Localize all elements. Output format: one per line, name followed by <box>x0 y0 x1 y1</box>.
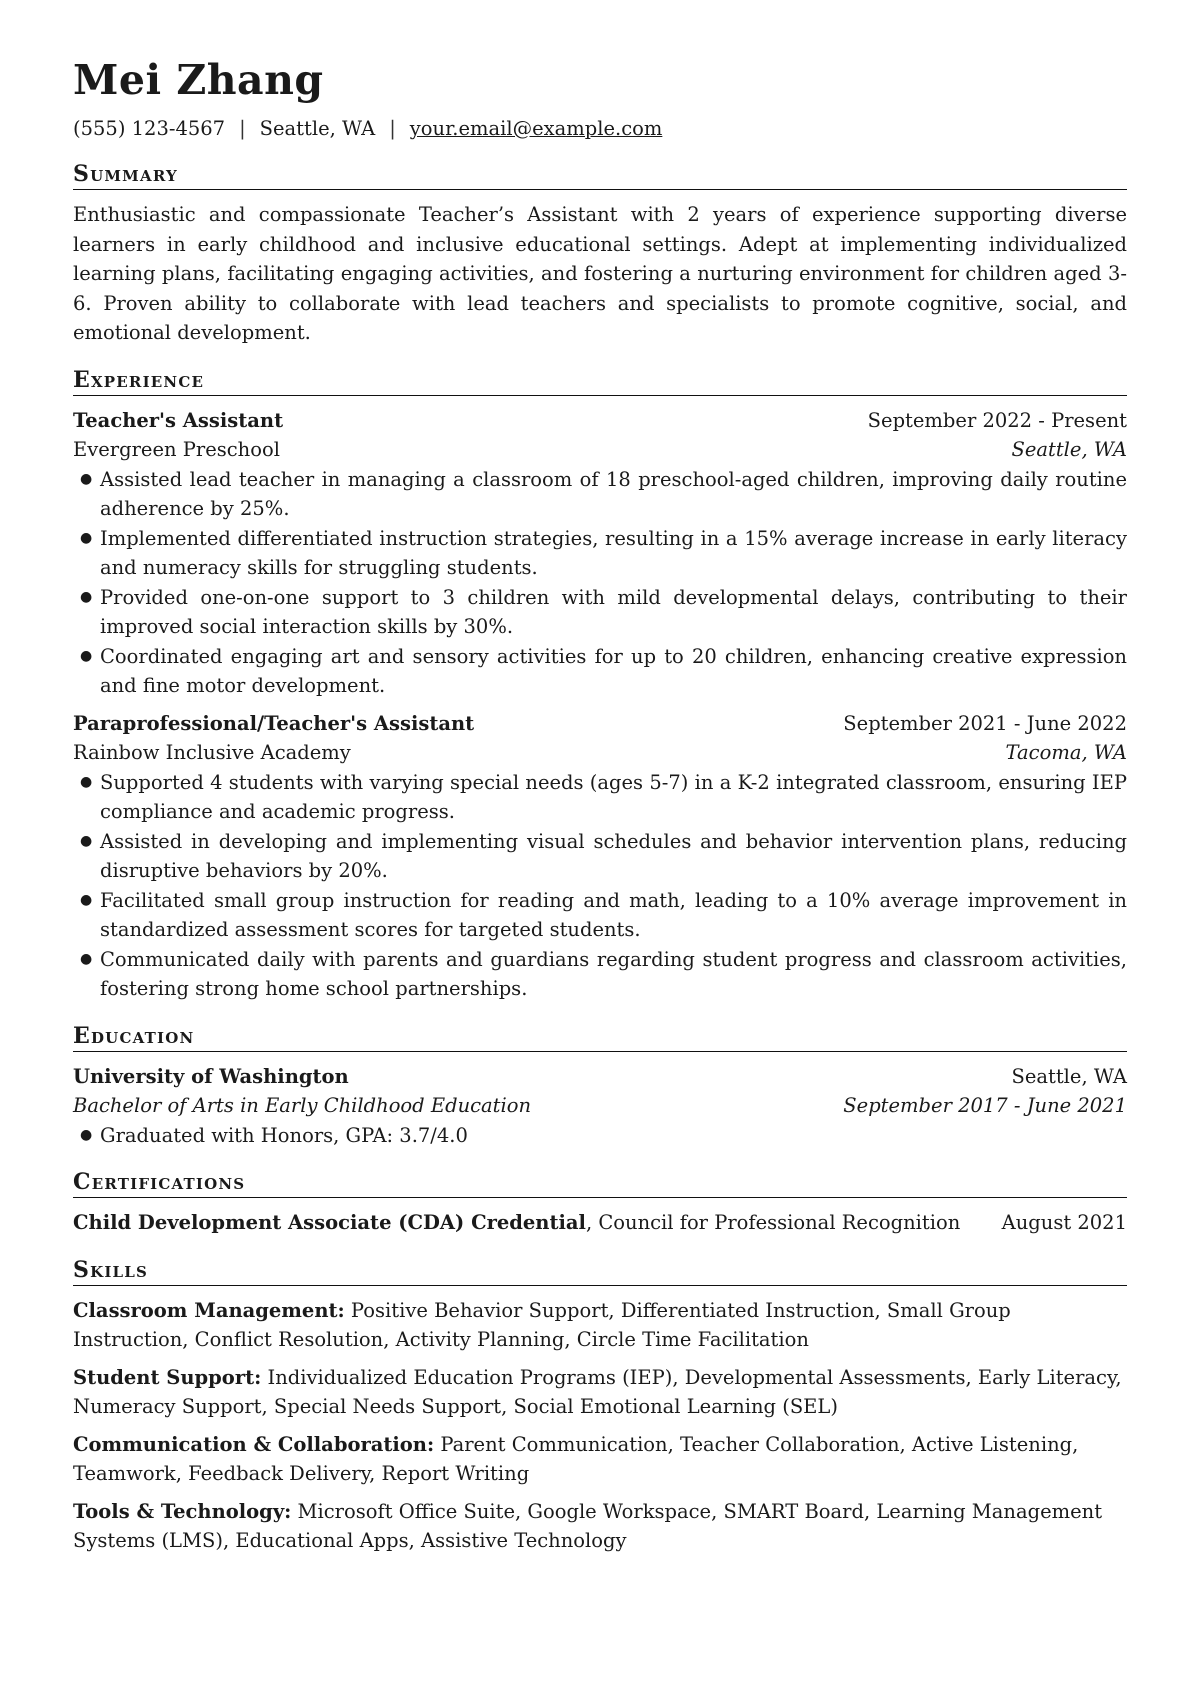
list-item: ● Assisted lead teacher in managing a classroom of 18 preschool-aged children, improving daily routine adherence by 25%. <box>73 465 1127 524</box>
contact-separator: | <box>239 117 246 140</box>
job-location: Seattle, WA <box>1011 438 1127 461</box>
list-item: ● Assisted in developing and implementing visual schedules and behavior intervention plans, reducing disruptive behaviors by 20%. <box>73 827 1127 886</box>
location: Seattle, WA <box>259 117 376 140</box>
contact-line <box>73 116 1127 142</box>
list-item: ● Implemented differentiated instruction strategies, resulting in a 15% average increase in early literacy and numeracy skills for struggling students. <box>73 524 1127 583</box>
bullet-icon: ● <box>80 470 93 487</box>
section-title-skills: Skills <box>73 1256 1127 1286</box>
certifications-section <box>73 1168 1127 1238</box>
candidate-name: Mei Zhang <box>73 56 324 104</box>
certification-date: August 2021 <box>1001 1211 1127 1234</box>
skill-group <box>73 1430 1127 1489</box>
skill-group-items: Individualized Education Programs (IEP), Developmental Assessments, Early Literacy, Numeracy Support, Special Needs Support, Social Emotional Learning (SEL) <box>73 1365 1122 1418</box>
list-item: ● Communicated daily with parents and guardians regarding student progress and classroom activities, fostering strong home school partnerships. <box>73 945 1127 1004</box>
skill-group-items: Microsoft Office Suite, Google Workspace, SMART Board, Learning Management Systems (LMS), Educational Apps, Assistive Technology <box>73 1499 1103 1552</box>
bullet-icon: ● <box>80 891 93 908</box>
summary-text: Enthusiastic and compassionate Teacher’s Assistant with 2 years of experience supporting diverse learners in early childhood and inclusive educational settings. Adept at implementing individualized learning plans, facilitating engaging activities, and fostering a nurturing environment for children aged 3-6. Proven ability to collaborate with lead teachers and specialists to promote cognitive, social, and emotional development. <box>73 203 1127 344</box>
job-bullets <box>73 768 1127 1004</box>
section-title-education: Education <box>73 1022 1127 1052</box>
school-name: University of Washington <box>73 1064 349 1088</box>
skill-group-label: Student Support: <box>73 1365 262 1389</box>
job-organization: Evergreen Preschool <box>73 438 280 461</box>
job-location: Tacoma, WA <box>1005 741 1127 764</box>
job-dates: September 2021 - June 2022 <box>843 711 1127 735</box>
resume-page <box>73 56 1127 1564</box>
skill-group-items: Positive Behavior Support, Differentiated Instruction, Small Group Instruction, Conflict Resolution, Activity Planning, Circle Time Facilitation <box>73 1298 1011 1351</box>
job-role: Paraprofessional/Teacher's Assistant <box>73 711 475 735</box>
bullet-icon: ● <box>80 950 93 967</box>
phone-number: (555) 123-4567 <box>73 117 226 140</box>
skills-section <box>73 1256 1127 1556</box>
skill-group-label: Tools & Technology: <box>73 1499 292 1523</box>
skill-group <box>73 1497 1127 1556</box>
skill-group <box>73 1363 1127 1422</box>
summary-section <box>73 160 1127 348</box>
list-item: ● Provided one-on-one support to 3 children with mild developmental delays, contributing to their improved social interaction skills by 30%. <box>73 583 1127 642</box>
bullet-icon: ● <box>80 588 93 605</box>
bullet-icon: ● <box>80 1126 93 1143</box>
job-organization: Rainbow Inclusive Academy <box>73 741 351 764</box>
email-link[interactable]: your.email@example.com <box>409 117 663 140</box>
bullet-icon: ● <box>80 647 93 664</box>
job-dates: September 2022 - Present <box>867 408 1127 432</box>
school-location: Seattle, WA <box>1011 1064 1127 1088</box>
section-title-summary: Summary <box>73 160 1127 190</box>
bullet-icon: ● <box>80 773 93 790</box>
education-bullets <box>73 1121 1127 1151</box>
skill-group-label: Classroom Management: <box>73 1298 345 1322</box>
section-title-certifications: Certifications <box>73 1168 1127 1198</box>
section-title-experience: Experience <box>73 366 1127 396</box>
job-entry <box>73 709 1127 1004</box>
skill-group-label: Communication & Collaboration: <box>73 1432 435 1456</box>
bullet-icon: ● <box>80 832 93 849</box>
job-bullets <box>73 465 1127 701</box>
certification-issuer: , Council for Professional Recognition <box>585 1211 961 1234</box>
certification-name: Child Development Associate (CDA) Credential <box>73 1211 586 1234</box>
list-item: ● Coordinated engaging art and sensory activities for up to 20 children, enhancing creative expression and fine motor development. <box>73 642 1127 701</box>
job-role: Teacher's Assistant <box>73 408 284 432</box>
skill-group <box>73 1296 1127 1355</box>
bullet-icon: ● <box>80 529 93 546</box>
experience-section <box>73 366 1127 1004</box>
list-item: ● Supported 4 students with varying special needs (ages 5-7) in a K-2 integrated classroom, ensuring IEP compliance and academic progress. <box>73 768 1127 827</box>
degree: Bachelor of Arts in Early Childhood Education <box>73 1094 532 1117</box>
skill-group-items: Parent Communication, Teacher Collaboration, Active Listening, Teamwork, Feedback Delivery, Report Writing <box>73 1432 1079 1485</box>
job-entry <box>73 406 1127 701</box>
list-item: ● Facilitated small group instruction for reading and math, leading to a 10% average improvement in standardized assessment scores for targeted students. <box>73 886 1127 945</box>
list-item: ● Graduated with Honors, GPA: 3.7/4.0 <box>73 1121 1127 1151</box>
education-dates: September 2017 - June 2021 <box>843 1094 1127 1117</box>
contact-separator: | <box>389 117 396 140</box>
education-section <box>73 1022 1127 1151</box>
certification-entry <box>73 1208 1127 1238</box>
